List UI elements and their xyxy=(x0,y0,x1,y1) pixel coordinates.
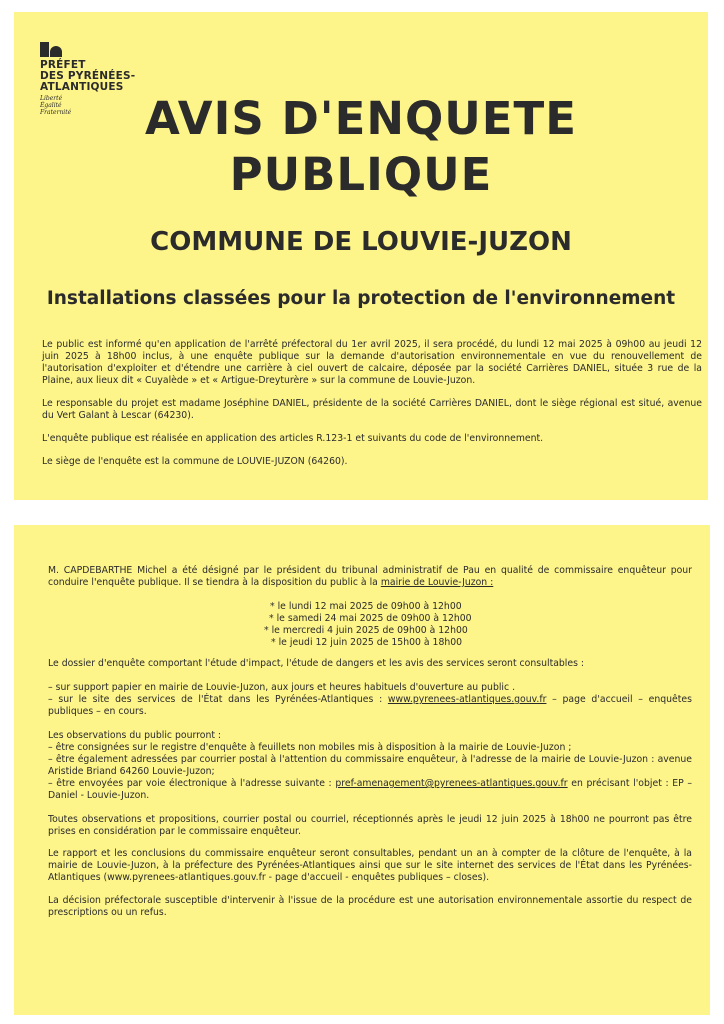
legal-basis-paragraph: L'enquête publique est réalisée en application des articles R.123-1 et suivants du code de l'environnement. xyxy=(42,433,544,444)
motto-liberte: Liberté xyxy=(40,95,63,102)
permanence-item: * le lundi 12 mai 2025 de 09h00 à 12h00 xyxy=(270,601,462,612)
decision-paragraph: La décision préfectorale susceptible d'intervenir à l'issue de la procédure est une autorisation environnementale assortie du respect de prescriptions ou un refus. xyxy=(48,895,692,918)
intro-paragraph: Le public est informé qu'en application de l'arrêté préfectoral du 1er avril 2025, il sera procédé, du lundi 12 mai 2025 à 09h00 au jeudi 12 juin 2025 à 18h00 inclus, à une enquête publique sur la demande d'autorisation environnementale en vue du renouvellement de l'autorisation d'exploiter et d'étendre une carrière à ciel ouvert de calcaire, déposée par la société Carrières DANIEL, située 3 rue de la Plaine, aux lieux dit « Cuyalède » et « Artigue-Dreyturère » sur la commune de Louvie-Juzon. xyxy=(42,339,702,386)
permanence-item: * le mercredi 4 juin 2025 de 09h00 à 12h00 xyxy=(264,625,468,636)
permanences-list xyxy=(14,601,710,649)
contact-email-link[interactable]: pref-amenagement@pyrenees-atlantiques.gouv.fr xyxy=(335,778,568,789)
observations-mail: – être également adressées par courrier postal à l'attention du commissaire enquêteur, à l'adresse de la mairie de Louvie-Juzon : avenue Aristide Briand 64260 Louvie-Juzon; xyxy=(48,754,692,777)
logo-line-2: DES PYRÉNÉES- xyxy=(40,70,136,82)
seat-paragraph: Le siège de l'enquête est la commune de LOUVIE-JUZON (64260). xyxy=(42,456,348,467)
project-responsible-paragraph: Le responsable du projet est madame Joséphine DANIEL, présidente de la société Carrières DANIEL, dont le siège régional est situé, avenue du Vert Galant à Lescar (64230). xyxy=(42,398,702,421)
commune-heading: COMMUNE DE LOUVIE-JUZON xyxy=(150,227,572,257)
subtitle-heading: Installations classées pour la protection de l'environnement xyxy=(46,288,676,309)
dossier-web-text: – sur le site des services de l'État dans les Pyrénées-Atlantiques : xyxy=(48,694,383,705)
observations-email xyxy=(48,778,692,802)
marianne-icon xyxy=(40,42,66,57)
title-line-2: PUBLIQUE xyxy=(229,148,493,201)
commissioner-place: mairie de Louvie-Juzon : xyxy=(380,577,494,588)
dossier-web xyxy=(48,694,692,718)
observations-intro: Les observations du public pourront : xyxy=(48,730,222,741)
deadline-paragraph: Toutes observations et propositions, courrier postal ou courriel, réceptionnés après le jeudi 12 juin 2025 à 18h00 ne pourront pas être prises en considération par le commissaire enquêteur. xyxy=(48,814,692,837)
commissioner-text: M. CAPDEBARTHE Michel a été désigné par le président du tribunal administratif de Pau en qualité de commissaire enquêteur pour conduire l'enquête publique. Il se tiendra à la disposition du public à la xyxy=(48,565,692,588)
title-line-1: AVIS D'ENQUETE xyxy=(145,92,577,145)
motto-egalite: Égalité xyxy=(40,102,62,109)
logo-line-3: ATLANTIQUES xyxy=(40,81,124,93)
dossier-paper: – sur support papier en mairie de Louvie-Juzon, aux jours et heures habituels d'ouverture au public . xyxy=(48,682,516,693)
permanence-item: * le jeudi 12 juin 2025 de 15h00 à 18h00 xyxy=(271,637,463,648)
notice-page-top xyxy=(14,12,708,500)
notice-page-bottom xyxy=(14,525,710,1015)
commissioner-paragraph xyxy=(48,565,692,589)
prefecture-website-link[interactable]: www.pyrenees-atlantiques.gouv.fr xyxy=(387,694,547,705)
dossier-intro: Le dossier d'enquête comportant l'étude d'impact, l'étude de dangers et les avis des services seront consultables : xyxy=(48,658,585,669)
observations-email-text: – être envoyées par voie électronique à l'adresse suivante : xyxy=(48,778,332,789)
logo-line-1: PRÉFET xyxy=(40,59,86,71)
dossier-web-suffix: – page d'accueil – enquêtes publiques – en cours. xyxy=(48,694,692,717)
motto-fraternite: Fraternité xyxy=(40,109,72,116)
report-paragraph: Le rapport et les conclusions du commissaire enquêteur seront consultables, pendant un an à compter de la clôture de l'enquête, à la mairie de Louvie-Juzon, à la préfecture des Pyrénées-Atlantiques ainsi que sur le site internet des services de l'État dans les Pyrénées-Atlantiques (www.pyrenees-atlantiques.gouv.fr - page d'accueil - enquêtes publiques – closes). xyxy=(48,848,692,883)
observations-register: – être consignées sur le registre d'enquête à feuillets non mobiles mis à disposition à la mairie de Louvie-Juzon ; xyxy=(48,742,572,753)
observations-email-suffix: en précisant l'objet : EP – Daniel - Louvie-Juzon. xyxy=(48,778,692,801)
permanence-item: * le samedi 24 mai 2025 de 09h00 à 12h00 xyxy=(269,613,472,624)
